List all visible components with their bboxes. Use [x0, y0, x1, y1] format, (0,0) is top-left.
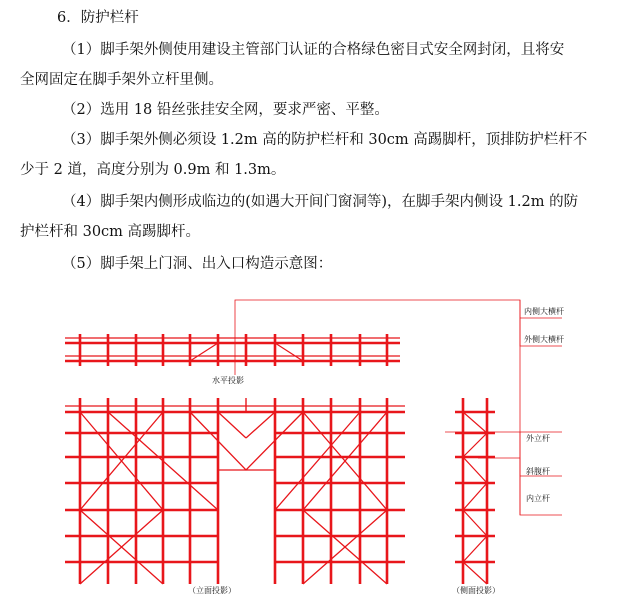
- section-heading: 6．防护栏杆: [57, 10, 139, 26]
- label-inner-pole: 内立杆: [526, 494, 550, 503]
- paragraph-line-5: 少于 2 道，高度分别为 0.9m 和 1.3m。: [20, 162, 286, 178]
- paragraph-line-4: （3）脚手架外侧必须设 1.2m 高的防护栏杆和 30cm 高踢脚杆，顶排防护栏杆不: [62, 132, 588, 148]
- paragraph-line-7: 护栏杆和 30cm 高踢脚杆。: [20, 224, 201, 240]
- label-diagonal-brace: 斜腹杆: [526, 467, 550, 476]
- paragraph-line-1: （1）脚手架外侧使用建设主管部门认证的合格绿色密目式安全网封闭，且将安: [62, 42, 565, 58]
- side-view-scaffold: [455, 398, 495, 584]
- label-side-view: （侧面投影）: [452, 586, 500, 595]
- paragraph-line-2: 全网固定在脚手架外立杆里侧。: [20, 72, 223, 88]
- elevation-view-scaffold: [65, 398, 405, 584]
- label-outer-pole: 外立杆: [526, 434, 550, 443]
- paragraph-line-3: （2）选用 18 铅丝张挂安全网，要求严密、平整。: [62, 102, 389, 118]
- label-outer-ledger: 外侧大横杆: [524, 335, 564, 344]
- scaffold-door-opening-diagram: [0, 290, 631, 597]
- label-elevation-view: （立面投影）: [188, 586, 236, 595]
- paragraph-line-6: （4）脚手架内侧形成临边的(如遇大开间门窗洞等)，在脚手架内侧设 1.2m 的防: [62, 194, 579, 210]
- plan-view-scaffold: [65, 334, 400, 366]
- label-plan-view: 水平投影: [212, 376, 244, 385]
- paragraph-line-8: （5）脚手架上门洞、出入口构造示意图：: [62, 256, 333, 272]
- label-inner-ledger: 内侧大横杆: [524, 307, 564, 316]
